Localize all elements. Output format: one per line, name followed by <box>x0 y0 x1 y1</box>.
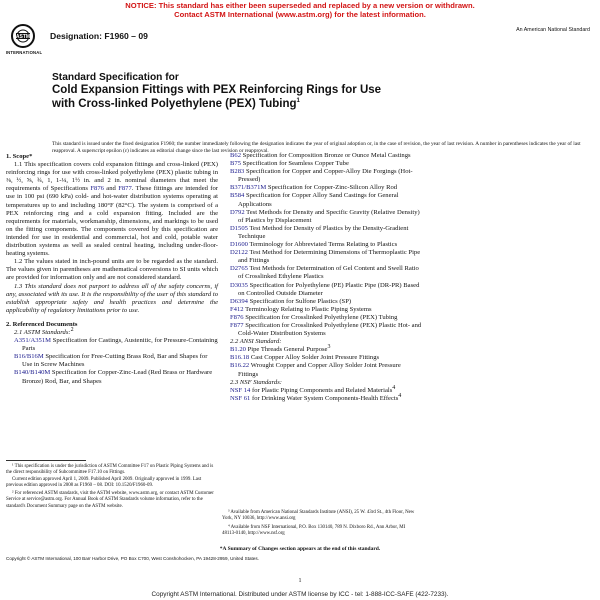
reference-entry <box>14 369 218 385</box>
footnote-4: ⁴ Available from NSF International, P.O. Box 130140, 789 N. Dixboro Rd., Ann Arbor, MI 48113-0140, http://www.nsf.org <box>222 524 406 536</box>
reference-entry <box>230 241 422 249</box>
reference-entry <box>230 384 422 395</box>
title-line-1: Standard Specification for <box>52 72 179 83</box>
footnote-2: ² For referenced ASTM standards, visit the ASTM website, www.astm.org, or contact ASTM Customer Service at service@astm.org. For Annual Book of ASTM Standards volume information, refer to the standard's Document Summary page on the ASTM website. <box>6 491 214 509</box>
ansi-standard-label: 2.2 ANSI Standard: <box>230 338 282 346</box>
referenced-documents-heading: 2. Referenced Documents <box>6 320 78 328</box>
reference-code-link[interactable]: F412 <box>230 305 244 313</box>
reference-code-link[interactable]: D1505 <box>230 224 248 232</box>
reference-entry <box>230 298 422 306</box>
footnote-3: ³ Available from American National Standards Institute (ANSI), 25 W. 43rd St., 4th Floor, New York, NY 10036, http://www.ansi.org <box>222 510 415 522</box>
reference-footnote-mark: 4 <box>398 392 402 399</box>
reference-code-link[interactable]: B16.18 <box>230 354 250 362</box>
reference-title: Specification for Polyethylene (PE) Plastic Pipe (DR-PR) Based on Controlled Outside Diameter <box>238 281 420 297</box>
ref-link-f876[interactable]: F876 <box>90 185 104 193</box>
reference-footnote-mark: 4 <box>392 384 396 391</box>
scope-text-b: . These fittings are intended for use in 100 psi (690 kPa) cold- and hot-water distribution systems operating at temperatures up to and including 180°F (82°C). The system is comprised of a PEX reinforcing ring and a cold expansion fitting. Included are the requirements for materials, workmanship, dimensions, and markings to be used on the fitting components. The components covered by this specification are intended for use in residential and commercial, hot and cold, potable water distribution systems as well as sealed central heating, including under-floor-heating systems. <box>6 185 218 258</box>
reference-entry <box>230 184 422 192</box>
reference-title: Specification for Copper and Copper-Alloy Die Forgings (Hot-Pressed) <box>238 168 413 184</box>
astm-standards-footnote: 2 <box>70 326 74 333</box>
reference-entry <box>230 306 422 314</box>
summary-of-changes-note: *A Summary of Changes section appears at the end of this standard. <box>219 546 381 552</box>
reference-entry <box>230 346 422 354</box>
reference-entry <box>230 362 422 378</box>
reference-code-link[interactable]: D1600 <box>230 241 248 249</box>
withdrawal-notice <box>0 1 600 19</box>
reference-entry <box>14 337 218 353</box>
reference-code-link[interactable]: B584 <box>230 192 245 200</box>
reference-code-link[interactable]: D6394 <box>230 297 248 305</box>
reference-title: Specification for Sulfone Plastics (SP) <box>247 297 352 305</box>
scope-paragraph-1-1 <box>6 161 218 258</box>
reference-title: Specification for Crosslinked Polyethylene (PEX) Tubing <box>243 313 398 321</box>
scope-heading: 1. Scope* <box>6 153 33 160</box>
scope-text-and: and <box>103 185 119 193</box>
reference-title: Specification for Copper-Zinc-Lead (Red Brass or Hardware Bronze) Rod, Bar, and Shapes <box>22 369 213 385</box>
reference-code-link[interactable]: D3035 <box>230 281 248 289</box>
copyright-line: Copyright © ASTM International, 100 Barr Harbor Drive, PO Box C700, West Conshohocken, PA 19428-2959, United States. <box>6 556 259 561</box>
astm-standards-label-text: 2.1 ASTM Standards: <box>14 328 71 336</box>
license-footer: Copyright ASTM International. Distributed under ASTM license by ICC - tel: 1-888-ICC-SAFE (422-7233). <box>151 591 449 598</box>
title-line-3-text: with Cross-linked Polyethylene (PEX) Tubing <box>52 97 297 110</box>
reference-code-link[interactable]: B16.22 <box>230 362 250 370</box>
reference-code-link[interactable]: D792 <box>230 208 245 216</box>
footnotes-right <box>222 510 418 537</box>
reference-title: for Plastic Piping Components and Related Materials <box>250 386 393 394</box>
reference-title: Specification for Composition Bronze or Ounce Metal Castings <box>241 152 411 159</box>
reference-title: Specification for Castings, Austenitic, for Pressure-Containing Parts <box>22 337 218 353</box>
reference-entry <box>230 354 422 362</box>
scope-text-a: 1.1 This specification covers cold expansion fittings and cross-linked (PEX) reinforcing rings for use with cross-linked polyethylene (PEX) plastic tubing in ⅜, ½, ⅝, ¾, 1, 1-¼, 1½ in. and 2 in. nominal diameters that meet the requirements of Specifications <box>6 161 218 193</box>
reference-title: Specification for Crosslinked Polyethylene (PEX) Plastic Hot- and Cold-Water Distribution Systems <box>238 321 422 338</box>
reference-entry <box>230 265 422 281</box>
title-line-3 <box>52 98 412 112</box>
reference-title: Test Methods for Determination of Gel Content and Swell Ratio of Crosslinked Ethylene Plastics <box>238 265 419 281</box>
title-line-2: Cold Expansion Fittings with PEX Reinforcing Rings for Use <box>52 84 382 96</box>
footnote-1-edition: Current edition approved April 1, 2009. Published April 2009. Originally approved in 1999. Last previous edition approved in 2008 as F1960 – 08. DOI: 10.1520/F1960-09. <box>6 476 202 488</box>
reference-entry <box>230 392 422 403</box>
ansi-reference-list <box>222 346 422 378</box>
reference-title: Terminology Relating to Plastic Piping Systems <box>243 305 372 313</box>
reference-title: Test Methods for Density and Specific Gravity (Relative Density) of Plastics by Displacement <box>238 208 420 224</box>
standard-title <box>52 72 412 111</box>
reference-code-link[interactable]: B140/B140M <box>14 369 51 377</box>
title-footnote-mark: 1 <box>296 97 300 104</box>
reference-code-link[interactable]: B1.20 <box>230 346 246 354</box>
ref-link-f877[interactable]: F877 <box>118 185 132 193</box>
reference-code-link[interactable]: B75 <box>230 160 241 168</box>
reference-entry <box>230 192 422 208</box>
reference-code-link[interactable]: F876 <box>230 313 244 321</box>
reference-code-link[interactable]: A351/A351M <box>14 337 51 345</box>
reference-title: for Drinking Water System Components-Health Effects <box>250 394 399 402</box>
reference-title: Test Method for Density of Plastics by the Density-Gradient Technique <box>238 224 409 240</box>
svg-text:ASTM: ASTM <box>15 34 31 40</box>
reference-title: Pipe Threads General Purpose <box>245 346 328 354</box>
reference-code-link[interactable]: B16/B16M <box>14 353 44 361</box>
reference-code-link[interactable]: NSF 61 <box>230 394 251 402</box>
astm-reference-list <box>222 152 422 338</box>
notice-line-1: NOTICE: This standard has either been superseded and replaced by a new version or withdrawn. <box>125 1 475 10</box>
scope-paragraph-1-3: 1.3 This standard does not purport to address all of the safety concerns, if any, associated with its use. It is the responsibility of the user of this standard to establish appropriate safety and health practices and determine the applicability of regulatory limitations prior to use. <box>6 282 218 314</box>
page-number: 1 <box>298 578 302 584</box>
reference-code-link[interactable]: B283 <box>230 168 245 176</box>
footnote-divider <box>6 460 86 461</box>
reference-title: Specification for Copper Alloy Sand Castings for General Applications <box>238 192 399 208</box>
astm-standards-label <box>6 326 218 337</box>
reference-entry <box>230 168 422 184</box>
reference-entry <box>230 209 422 225</box>
footnote-1: ¹ This specification is under the jurisdiction of ASTM Committee F17 on Plastic Piping Systems and is the direct responsibility of Subcommittee F17.10 on Fittings. <box>6 464 214 476</box>
designation: Designation: F1960 – 09 <box>50 31 148 41</box>
reference-title: Specification for Free-Cutting Brass Rod, Bar and Shapes for Use in Screw Machines <box>22 353 208 369</box>
reference-title: Cast Copper Alloy Solder Joint Pressure Fittings <box>249 354 380 362</box>
reference-code-link[interactable]: NSF 14 <box>230 386 251 394</box>
reference-code-link[interactable]: D2122 <box>230 249 248 257</box>
reference-entry <box>230 160 422 168</box>
reference-title: Specification for Copper-Zinc-Silicon Alloy Rod <box>266 184 398 192</box>
reference-entry <box>230 225 422 241</box>
reference-title: Test Method for Determining Dimensions of Thermoplastic Pipe and Fittings <box>238 249 421 265</box>
reference-entry <box>14 353 218 369</box>
scope-paragraph-1-2: 1.2 The values stated in inch-pound units are to be regarded as the standard. The values given in parentheses are mathematical conversions to SI units which are provided for information only and are not considered standard. <box>6 258 218 282</box>
reference-code-link[interactable]: B371/B371M <box>230 184 267 192</box>
footnotes-left <box>6 464 216 510</box>
reference-title: Terminology for Abbreviated Terms Relating to Plastics <box>247 241 398 249</box>
notice-line-2: Contact ASTM International (www.astm.org) for the latest information. <box>174 10 426 19</box>
reference-code-link[interactable]: D2765 <box>230 265 248 273</box>
reference-entry <box>230 322 422 338</box>
reference-code-link[interactable]: F877 <box>230 321 244 329</box>
logo-caption: INTERNATIONAL <box>5 50 43 55</box>
reference-entry <box>230 282 422 298</box>
reference-entry <box>230 314 422 322</box>
reference-code-link[interactable]: B62 <box>230 152 241 159</box>
reference-title: Specification for Seamless Copper Tube <box>241 160 349 168</box>
nsf-reference-list <box>222 384 422 403</box>
reference-footnote-mark: 3 <box>327 344 331 351</box>
right-column <box>222 152 422 403</box>
american-national-standard: An American National Standard <box>516 27 590 33</box>
reference-title: Wrought Copper and Copper Alloy Solder Joint Pressure Fittings <box>238 362 401 378</box>
astm-logo-icon <box>10 22 36 52</box>
reference-entry <box>230 249 422 265</box>
issuance-note: This standard is issued under the fixed designation F1960; the number immediately following the designation indicates the year of original adoption or, in the case of revision, the year of last revision. A number in parentheses indicates the year of last reapproval. A superscript epsilon (ε) indicates an editorial change since the last revision or reapproval. <box>52 141 581 154</box>
nsf-standards-label: 2.3 NSF Standards: <box>230 378 282 386</box>
left-column <box>6 153 218 386</box>
reference-entry <box>230 152 422 160</box>
